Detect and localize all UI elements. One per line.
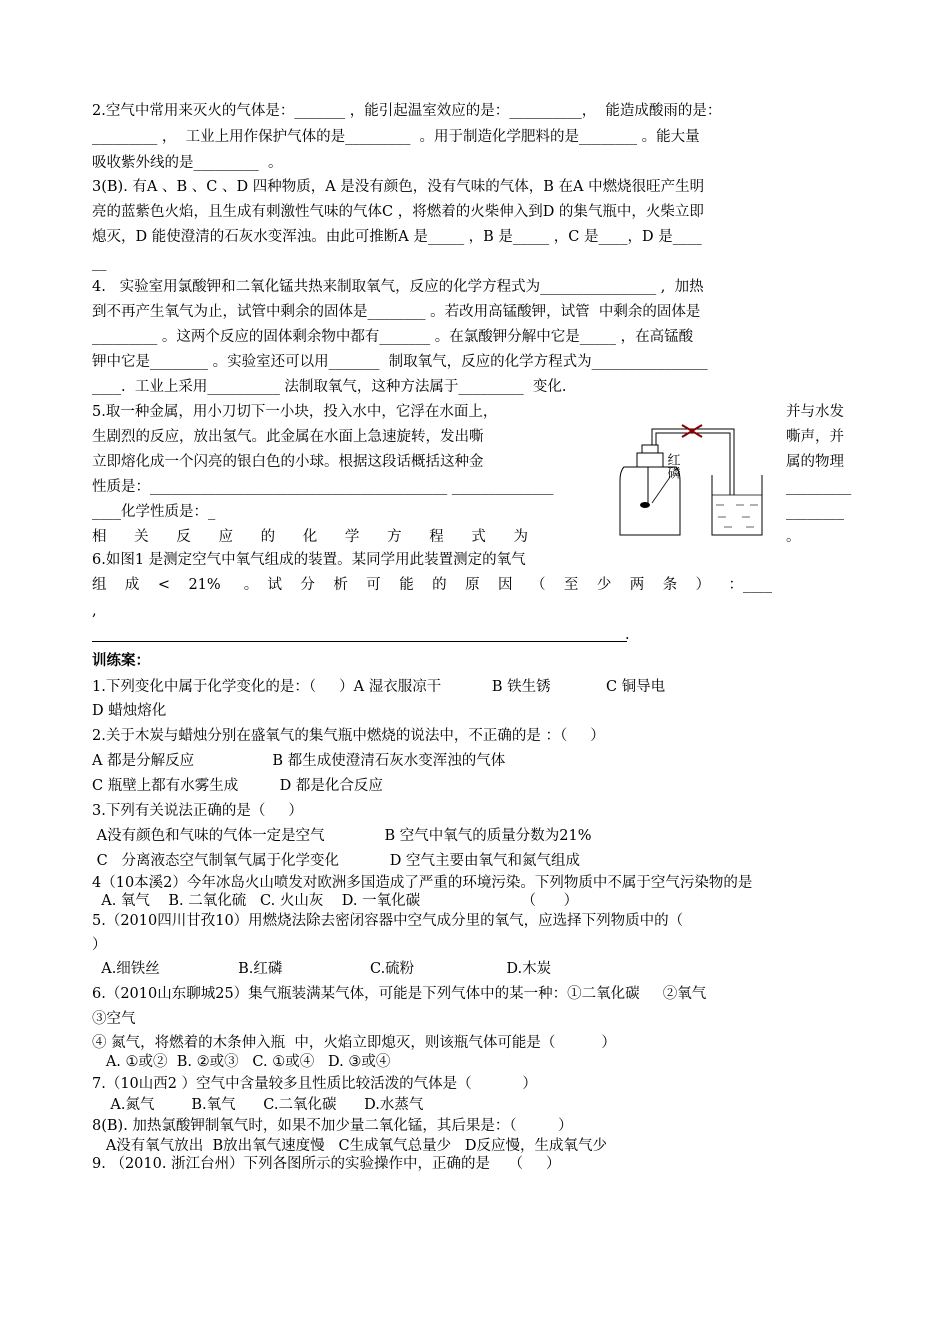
- text-line: 3.下列有关说法正确的是（ ）: [92, 803, 303, 819]
- text-line: 9. （2010. 浙江台州）下列各图所示的实验操作中，正确的是 （ ）: [92, 1156, 561, 1172]
- text-line: 2.空气中常用来灭火的气体是：_______ ，能引起温室效应的是：__________， 能造成酸雨的是：: [92, 103, 722, 119]
- text-line: A没有颜色和气味的气体一定是空气 B 空气中氧气的质量分数为21%: [92, 828, 592, 844]
- text-line: 1.下列变化中属于化学变化的是：（ ）A 湿衣服凉干 B 铁生锈 C 铜导电: [92, 679, 666, 695]
- text-line: 5.（2010四川甘孜10）用燃烧法除去密闭容器中空气成分里的氧气，应选择下列物质中的（: [92, 913, 684, 929]
- text-line: A 都是分解反应 B 都生成使澄清石灰水变浑浊的气体: [92, 753, 506, 769]
- text-line: A.细铁丝 B.红磷 C.硫粉 D.木炭: [92, 961, 552, 977]
- stopper: [637, 453, 663, 467]
- text-line: ____化学性质是：_: [92, 504, 216, 520]
- answer-line: [92, 641, 627, 642]
- spoon: [640, 502, 650, 508]
- text-line: 生剧烈的反应，放出氢气。此金属在水面上急速旋转，发出嘶: [92, 429, 484, 445]
- side-text-2: 嘶声，并: [786, 429, 844, 445]
- side-text-3: 属的物理: [786, 454, 844, 470]
- side-text-1: 并与水发: [786, 404, 844, 420]
- text-line: _________ ， 工业上用作保护气体的是_________ 。用于制造化学肥料的是________ 。能大量: [92, 129, 700, 145]
- text-line: 熄灭，D 能使澄清的石灰水变浑浊。由此可推断A 是_____ ，B 是_____ ，C 是____，D 是____: [92, 229, 702, 245]
- text-line: A.氮气 B.氧气 C.二氧化碳 D.水蒸气: [92, 1097, 424, 1113]
- text-line: 吸收紫外线的是_________ 。: [92, 155, 283, 171]
- side-text-6: 。: [786, 529, 801, 545]
- text-line: ,: [92, 603, 97, 619]
- section-title: 训练案：: [92, 652, 150, 669]
- side-text-4: _________: [786, 479, 852, 495]
- side-text-5: ________: [786, 504, 844, 520]
- text-line: ④ 氮气，将燃着的木条伸入瓶 中，火焰立即熄灭，则该瓶气体可能是（ ）: [92, 1035, 616, 1051]
- apparatus-figure: [612, 395, 787, 545]
- text-line: A没有氧气放出 B放出氧气速度慢 C生成氧气总量少 D反应慢，生成氧气少: [92, 1138, 608, 1154]
- text-line: 4（10本溪2）今年冰岛火山喷发对欧洲多国造成了严重的环境污染。下列物质中不属于空气污染物的是: [92, 875, 753, 891]
- text-line: 到不再产生氧气为止，试管中剩余的固体是________ 。若改用高锰酸钾，试管 中剩余的固体是: [92, 304, 701, 320]
- text-line: 6.如图1 是测定空气中氧气组成的装置。某同学用此装置测定的氧气: [92, 552, 526, 568]
- period-mark: .: [625, 627, 630, 643]
- text-line: 6.（2010山东聊城25）集气瓶装满某气体，可能是下列气体中的某一种：①二氧化碳 ②氧气: [92, 986, 707, 1002]
- text-line: 3(B). 有A 、B 、C 、D 四种物质，A 是没有颜色，没有气味的气体，B 在A 中燃烧很旺产生明: [92, 179, 705, 195]
- text-line: 组 成 < 21% 。 试 分 析 可 能 的 原 因 （ 至 少 两 条 ） ：____: [92, 577, 773, 593]
- text-line: 2.关于木炭与蜡烛分别在盛氧气的集气瓶中燃烧的说法中，不正确的是 ：（ ）: [92, 728, 605, 744]
- text-line: __: [92, 255, 107, 271]
- text-line: 性质是：_________________________________________ ______________: [92, 479, 554, 495]
- text-line: 5.取一种金属，用小刀切下一小块，投入水中，它浮在水面上，: [92, 404, 498, 420]
- figure-label: 红磷: [664, 453, 680, 479]
- text-line: 立即熔化成一个闪亮的银白色的小球。根据这段话概括这种金: [92, 454, 484, 470]
- text-line: ③空气: [92, 1011, 136, 1027]
- text-line: A. ①或② B. ②或③ C. ①或④ D. ③或④: [92, 1054, 391, 1070]
- text-line: 相 关 反 应 的 化 学 方 程 式 为: [92, 529, 529, 545]
- text-line: C 瓶壁上都有水雾生成 D 都是化合反应: [92, 778, 383, 794]
- text-line: 4. 实验室用氯酸钾和二氧化锰共热来制取氧气，反应的化学方程式为________________ , 加热: [92, 279, 704, 295]
- clamp-icon: [682, 425, 702, 437]
- text-line: ____. 工业上采用__________ 法制取氧气，这种方法属于_________ 变化.: [92, 379, 567, 395]
- text-line: _________ 。这两个反应的固体剩余物中都有_______ 。在氯酸钾分解中它是_____ ，在高锰酸: [92, 329, 694, 345]
- text-line: 7.（10山西2 ）空气中含量较多且性质比较活泼的气体是（ ）: [92, 1076, 537, 1092]
- text-line: 钾中它是________ 。实验室还可以用_______ 制取氧气，反应的化学方程式为________________: [92, 354, 708, 370]
- text-line: C 分离液态空气制氧气属于化学变化 D 空气主要由氧气和氮气组成: [92, 853, 580, 869]
- text-line: ）: [92, 937, 107, 953]
- text-line: D 蜡烛熔化: [92, 703, 167, 719]
- text-line: 8(B). 加热氯酸钾制氧气时，如果不加少量二氧化锰，其后果是：（ ）: [92, 1118, 573, 1134]
- text-line: A. 氧气 B. 二氧化硫 C. 火山灰 D. 一氧化碳 （ ）: [92, 893, 579, 909]
- text-line: 亮的蓝紫色火焰，且生成有刺激性气味的气体C ，将燃着的火柴伸入到D 的集气瓶中，火柴立即: [92, 204, 704, 220]
